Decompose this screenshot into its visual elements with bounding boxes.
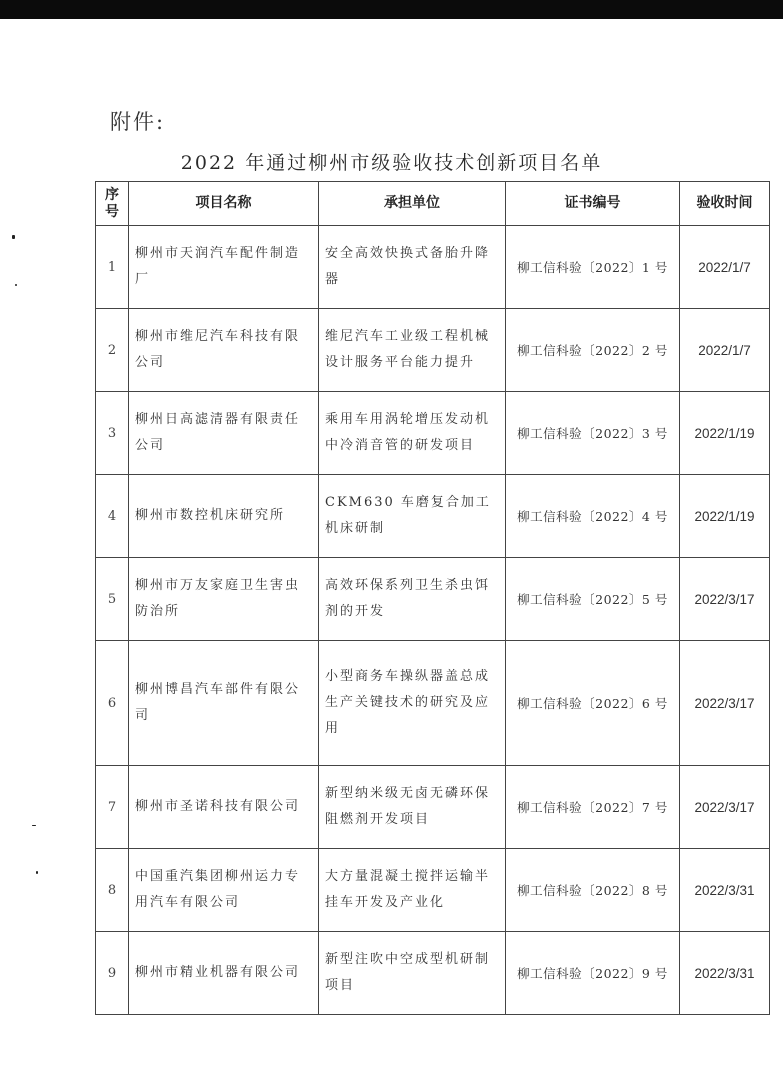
acceptance-date-cell: 2022/1/19 [680,475,770,558]
row-index: 2 [96,309,129,392]
project-name-cell: 柳州日高滤清器有限责任公司 [129,392,319,475]
row-index: 1 [96,226,129,309]
row-index: 5 [96,558,129,641]
project-table [95,181,770,1015]
certificate-number-cell: 柳工信科验〔2022〕7 号 [506,766,680,849]
acceptance-date-cell: 2022/3/31 [680,849,770,932]
table-row [96,932,770,1015]
row-index: 9 [96,932,129,1015]
header-undertaking-unit: 承担单位 [319,182,506,226]
undertaking-unit-cell: 高效环保系列卫生杀虫饵剂的开发 [319,558,506,641]
project-name-cell: 柳州市万友家庭卫生害虫防治所 [129,558,319,641]
row-index: 3 [96,392,129,475]
scan-speck [36,871,38,874]
acceptance-date-cell: 2022/3/17 [680,558,770,641]
scan-speck [32,825,36,826]
undertaking-unit-cell: 维尼汽车工业级工程机械设计服务平台能力提升 [319,309,506,392]
table-row [96,475,770,558]
table-row [96,558,770,641]
certificate-number-cell: 柳工信科验〔2022〕9 号 [506,932,680,1015]
undertaking-unit-cell: CKM630 车磨复合加工机床研制 [319,475,506,558]
certificate-number-cell: 柳工信科验〔2022〕6 号 [506,641,680,766]
document-title: 2022 年通过柳州市级验收技术创新项目名单 [180,152,603,174]
undertaking-unit-cell: 新型纳米级无卤无磷环保阻燃剂开发项目 [319,766,506,849]
table-row [96,226,770,309]
scan-speck [12,235,15,239]
project-name-cell: 柳州市维尼汽车科技有限公司 [129,309,319,392]
acceptance-date-cell: 2022/1/7 [680,309,770,392]
acceptance-date-cell: 2022/3/31 [680,932,770,1015]
table-row [96,641,770,766]
row-index: 4 [96,475,129,558]
certificate-number-cell: 柳工信科验〔2022〕4 号 [506,475,680,558]
acceptance-date-cell: 2022/3/17 [680,641,770,766]
header-project-name: 项目名称 [129,182,319,226]
undertaking-unit-cell: 新型注吹中空成型机研制项目 [319,932,506,1015]
header-certificate-number: 证书编号 [506,182,680,226]
undertaking-unit-cell: 大方量混凝土搅拌运输半挂车开发及产业化 [319,849,506,932]
project-name-cell: 柳州市数控机床研究所 [129,475,319,558]
certificate-number-cell: 柳工信科验〔2022〕3 号 [506,392,680,475]
row-index: 6 [96,641,129,766]
row-index: 7 [96,766,129,849]
project-name-cell: 柳州市圣诺科技有限公司 [129,766,319,849]
acceptance-date-cell: 2022/1/19 [680,392,770,475]
table-row [96,849,770,932]
certificate-number-cell: 柳工信科验〔2022〕1 号 [506,226,680,309]
attachment-label: 附件: [110,110,166,134]
acceptance-date-cell: 2022/3/17 [680,766,770,849]
project-name-cell: 中国重汽集团柳州运力专用汽车有限公司 [129,849,319,932]
project-name-cell: 柳州市精业机器有限公司 [129,932,319,1015]
scanner-edge-bar [0,0,783,19]
table-header-row [96,182,770,226]
acceptance-date-cell: 2022/1/7 [680,226,770,309]
certificate-number-cell: 柳工信科验〔2022〕5 号 [506,558,680,641]
table-row [96,392,770,475]
certificate-number-cell: 柳工信科验〔2022〕8 号 [506,849,680,932]
project-name-cell: 柳州博昌汽车部件有限公司 [129,641,319,766]
undertaking-unit-cell: 安全高效快换式备胎升降器 [319,226,506,309]
certificate-number-cell: 柳工信科验〔2022〕2 号 [506,309,680,392]
row-index: 8 [96,849,129,932]
header-acceptance-date: 验收时间 [680,182,770,226]
scan-speck [15,284,17,286]
undertaking-unit-cell: 乘用车用涡轮增压发动机中冷消音管的研发项目 [319,392,506,475]
table-row [96,766,770,849]
table-row [96,309,770,392]
undertaking-unit-cell: 小型商务车操纵器盖总成生产关键技术的研究及应用 [319,641,506,766]
header-index: 序号 [96,182,129,226]
project-name-cell: 柳州市天润汽车配件制造厂 [129,226,319,309]
